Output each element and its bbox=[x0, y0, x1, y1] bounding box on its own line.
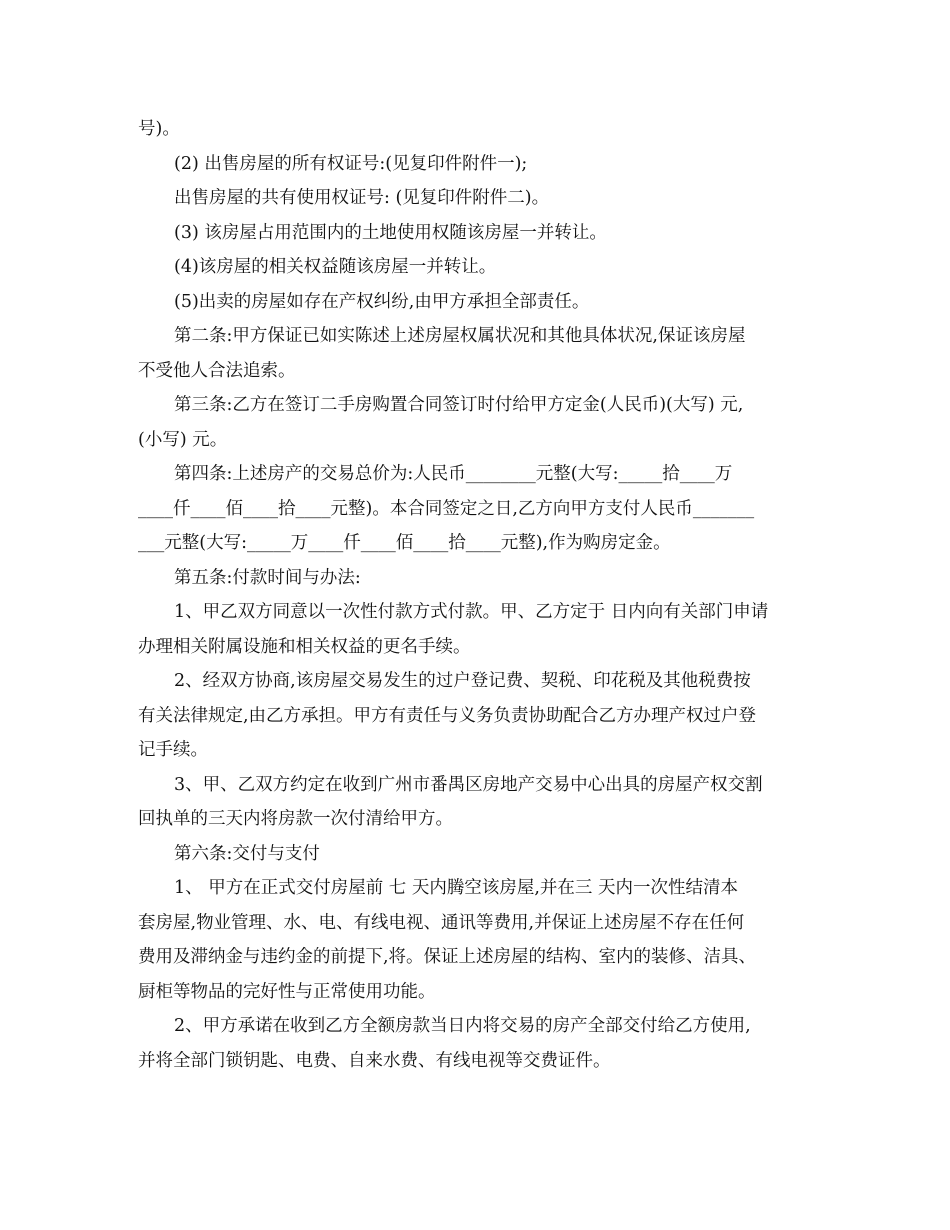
text-line: 厨柜等物品的完好性与正常使用功能。 bbox=[138, 981, 436, 1002]
text-line: (5)出卖的房屋如存在产权纠纷,由甲方承担全部责任。 bbox=[174, 291, 590, 312]
text-line: 1、 甲方在正式交付房屋前 七 天内腾空该房屋,并在三 天内一次性结清本 bbox=[174, 878, 738, 898]
text-line: 有关法律规定,由乙方承担。甲方有责任与义务负责协助配合乙方办理产权过户登 bbox=[138, 705, 757, 726]
article-heading-line: 第三条:乙方在签订二手房购置合同签订时付给甲方定金(人民币)(大写) 元, bbox=[174, 395, 744, 415]
text-line: 号)。 bbox=[138, 119, 180, 139]
text-line: 并将全部门锁钥匙、电费、自来水费、有线电视等交费证件。 bbox=[138, 1050, 611, 1071]
text-line: 记手续。 bbox=[138, 740, 208, 760]
text-line: 费用及滞纳金与违约金的前提下,将。保证上述房屋的结构、室内的装修、洁具、 bbox=[138, 947, 757, 967]
article-heading-line: 第四条:上述房产的交易总价为:人民币________元整(大写:_____拾____万 bbox=[174, 464, 733, 484]
text-line: (3) 该房屋占用范围内的土地使用权随该房屋一并转让。 bbox=[174, 222, 607, 243]
document-body bbox=[138, 112, 828, 1078]
text-line: 出售房屋的共有使用权证号: (见复印件附件二)。 bbox=[174, 188, 550, 208]
text-line: 2、经双方协商,该房屋交易发生的过户登记费、契税、印花税及其他税费按 bbox=[174, 671, 751, 691]
text-line: 不受他人合法追索。 bbox=[138, 360, 296, 381]
text-line: 办理相关附属设施和相关权益的更名手续。 bbox=[138, 636, 471, 657]
text-line: 2、甲方承诺在收到乙方全额房款当日内将交易的房产全部交付给乙方使用, bbox=[174, 1016, 751, 1036]
article-heading-line: 第二条:甲方保证已如实陈述上述房屋权属状况和其他具体状况,保证该房屋 bbox=[174, 326, 746, 346]
text-line: ___元整(大写:_____万____仟____佰____拾____元整),作为购房定金。 bbox=[138, 533, 671, 553]
text-line: (2) 出售房屋的所有权证号:(见复印件附件一); bbox=[174, 153, 528, 174]
text-line: (小写) 元。 bbox=[138, 429, 228, 450]
text-line: 套房屋,物业管理、水、电、有线电视、通讯等费用,并保证上述房屋不存在任何 bbox=[138, 912, 745, 933]
text-line: 1、甲乙双方同意以一次性付款方式付款。甲、乙方定于 日内向有关部门申请 bbox=[174, 602, 769, 622]
text-line: (4)该房屋的相关权益随该房屋一并转让。 bbox=[174, 257, 497, 277]
article-heading-line: 第六条:交付与支付 bbox=[174, 843, 320, 864]
text-line: 回执单的三天内将房款一次付清给甲方。 bbox=[138, 809, 453, 829]
text-line: ____仟____佰____拾____元整)。本合同签定之日,乙方向甲方支付人民币_______ bbox=[138, 498, 755, 519]
article-heading-line: 第五条:付款时间与办法: bbox=[174, 567, 361, 588]
text-line: 3、甲、乙双方约定在收到广州市番禺区房地产交易中心出具的房屋产权交割 bbox=[174, 774, 763, 795]
